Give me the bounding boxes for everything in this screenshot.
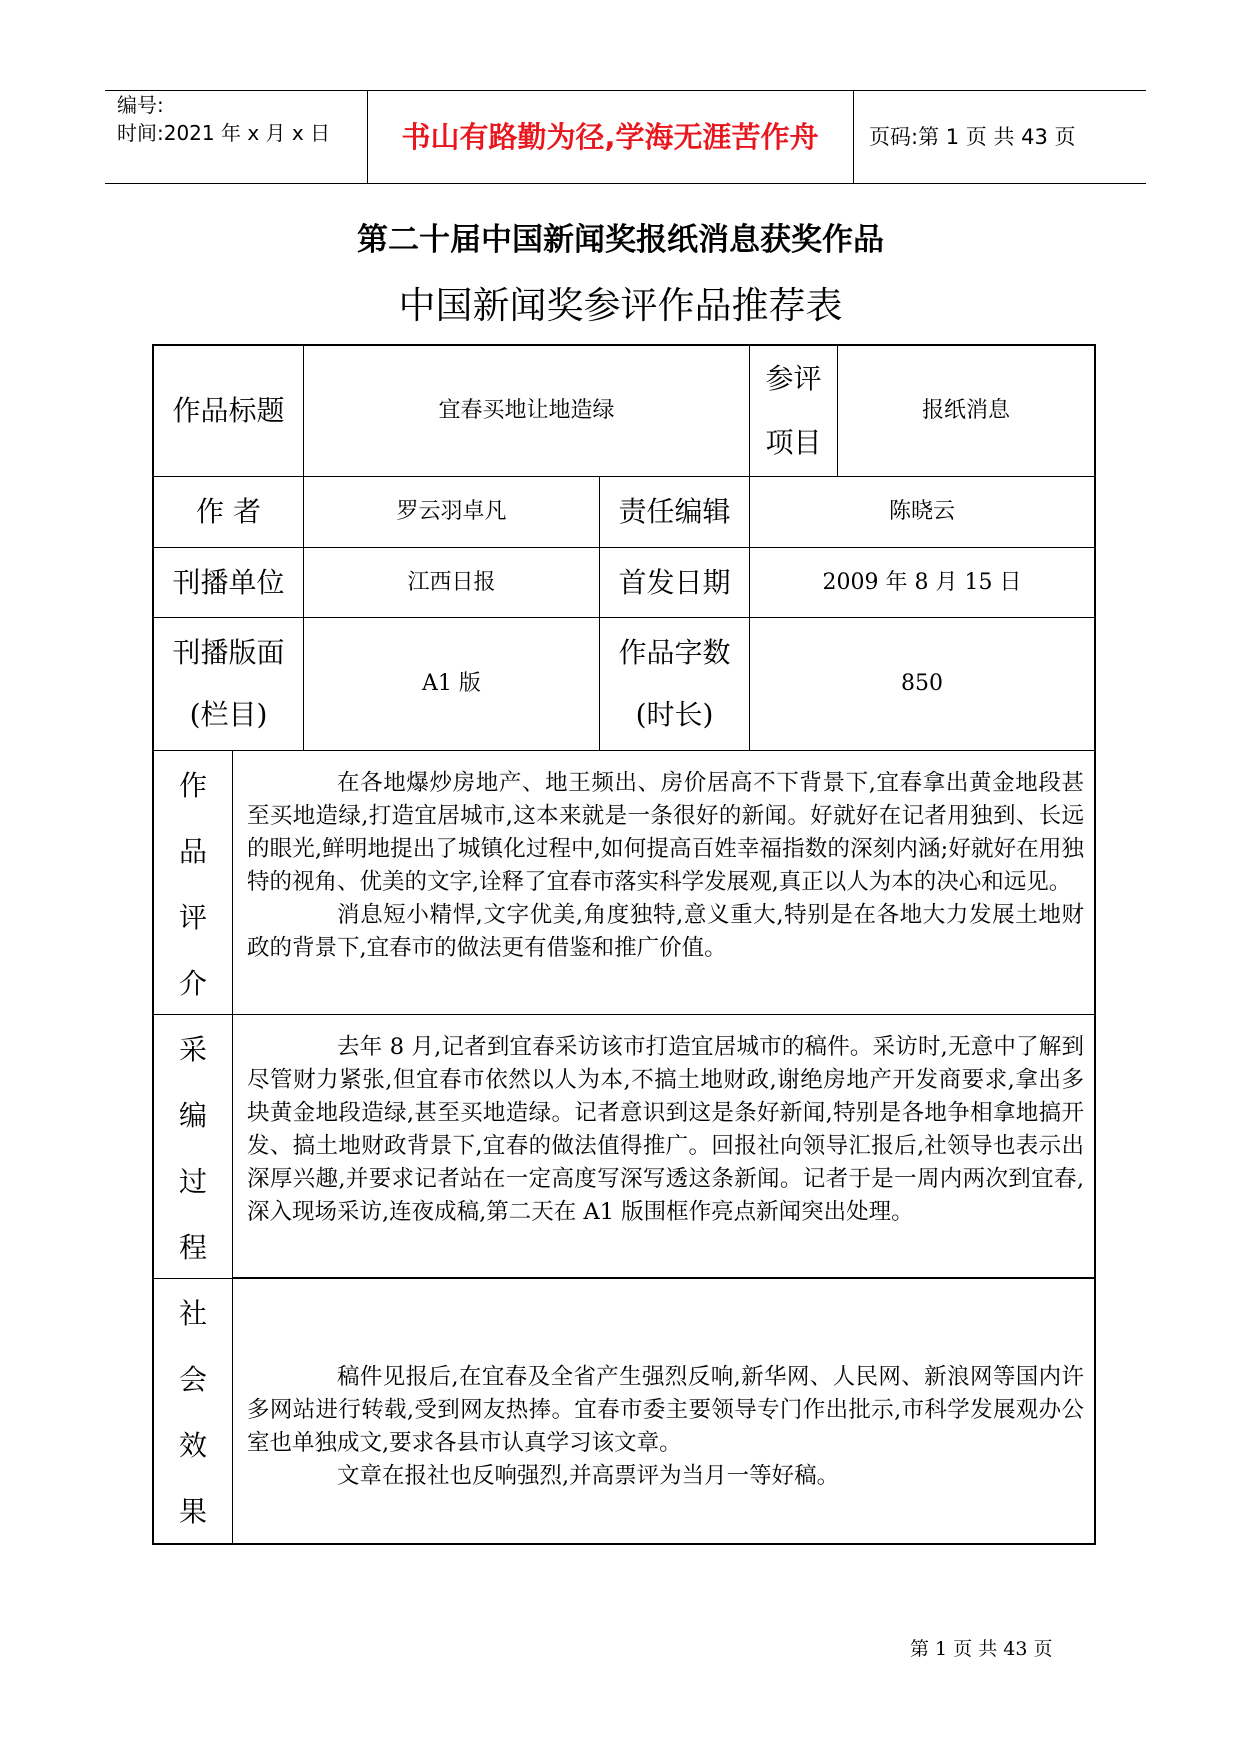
process-content xyxy=(233,1015,1094,1229)
process-content-cell xyxy=(233,1015,1094,1279)
header-meta xyxy=(117,91,330,147)
category-label-line2: 项目 xyxy=(765,426,822,459)
unit-value-cell xyxy=(304,548,600,618)
work-title-label-cell xyxy=(154,346,304,477)
process-label-char: 程 xyxy=(178,1231,207,1264)
date-value: 2009 年 8 月 15 日 xyxy=(822,569,1022,595)
date-label-cell xyxy=(600,548,750,618)
unit-value: 江西日报 xyxy=(407,569,496,595)
review-label-char: 介 xyxy=(178,967,207,1000)
author-value-cell xyxy=(304,477,600,548)
header-motto: 书山有路勤为径,学海无涯苦作舟 xyxy=(401,120,819,154)
effect-label-char: 果 xyxy=(178,1495,207,1528)
document-title: 第二十届中国新闻奖报纸消息获奖作品 xyxy=(357,222,884,258)
date-value-cell xyxy=(750,548,1094,618)
author-label-cell xyxy=(154,477,304,548)
review-paragraph: 在各地爆炒房地产、地王频出、房价居高不下背景下,宜春拿出黄金地段甚至买地造绿,打造宜居城市,这本来就是一条很好的新闻。好就好在记者用独到、长远的眼光,鲜明地提出了城镇化过程中,如何提高百姓幸福指数的深刻内涵;好就好在用独特的视角、优美的文字,诠释了宜春市落实科学发展观,真正以人为本的决心和远见。 xyxy=(247,770,1084,895)
review-paragraph: 消息短小精悍,文字优美,角度独特,意义重大,特别是在各地大力发展土地财政的背景下,宜春市的做法更有借鉴和推广价值。 xyxy=(247,902,1084,961)
editor-value-cell xyxy=(750,477,1094,548)
process-label-cell xyxy=(154,1015,233,1279)
effect-content-cell xyxy=(233,1279,1094,1543)
form-title: 中国新闻奖参评作品推荐表 xyxy=(398,284,843,327)
work-title-value-cell xyxy=(304,346,750,477)
page-label-cell xyxy=(154,618,304,751)
review-label-cell xyxy=(154,751,233,1015)
effect-label-cell xyxy=(154,1279,233,1543)
wordcount-value-cell xyxy=(750,618,1094,751)
category-label-cell xyxy=(750,346,838,477)
review-label-char: 作 xyxy=(178,769,207,802)
wordcount-label-cell xyxy=(600,618,750,751)
date-label: 首发日期 xyxy=(618,565,731,599)
document-time-label: 时间:2021 年 x 月 x 日 xyxy=(117,121,331,145)
category-value: 报纸消息 xyxy=(921,398,1010,423)
author-value: 罗云羽卓凡 xyxy=(396,499,507,524)
unit-label-cell xyxy=(154,548,304,618)
review-content-cell xyxy=(233,751,1094,1015)
review-label-char: 评 xyxy=(178,901,207,934)
page-label-line1: 刊播版面 xyxy=(172,636,285,669)
process-label-char: 过 xyxy=(178,1165,207,1198)
effect-paragraph: 稿件见报后,在宜春及全省产生强烈反响,新华网、人民网、新浪网等国内许多网站进行转载,受到网友热捧。宜春市委主要领导专门作出批示,市科学发展观办公室也单独成文,要求各县市认真学习该文章。 xyxy=(247,1364,1084,1456)
effect-paragraph: 文章在报社也反响强烈,并高票评为当月一等好稿。 xyxy=(337,1463,840,1489)
editor-value: 陈晓云 xyxy=(888,499,955,524)
author-label: 作 者 xyxy=(196,495,261,528)
effect-label-char: 效 xyxy=(178,1429,207,1462)
process-label-char: 采 xyxy=(178,1033,207,1066)
page-header xyxy=(105,90,1146,184)
category-label-line1: 参评 xyxy=(765,362,822,395)
footer-page-number: 第 1 页 共 43 页 xyxy=(910,1638,1053,1660)
effect-label-char: 会 xyxy=(178,1363,207,1396)
process-label-char: 编 xyxy=(178,1099,207,1132)
page-value: A1 版 xyxy=(422,671,481,696)
editor-label-cell xyxy=(600,477,750,548)
page-value-cell xyxy=(304,618,600,751)
unit-label: 刊播单位 xyxy=(172,565,285,599)
wordcount-label-line2: (时长) xyxy=(635,698,714,731)
effect-label-char: 社 xyxy=(178,1297,207,1330)
page-label-line2: (栏目) xyxy=(189,698,268,731)
category-value-cell xyxy=(838,346,1094,477)
work-title-value: 宜春买地让地造绿 xyxy=(438,398,615,423)
header-divider xyxy=(853,91,854,183)
header-page-number: 页码:第 1 页 共 43 页 xyxy=(869,125,1076,149)
process-paragraph: 去年 8 月,记者到宜春采访该市打造宜居城市的稿件。采访时,无意中了解到尽管财力紧张,但宜春市依然以人为本,不搞土地财政,谢绝房地产开发商要求,拿出多块黄金地段造绿,甚至买地造绿。记者意识到这是条好新闻,特别是各地争相拿地搞开发、搞土地财政背景下,宜春的做法值得推广。回报社向领导汇报后,社领导也表示出深厚兴趣,并要求记者站在一定高度写深写透这条新闻。记者于是一周内两次到宜春,深入现场采访,连夜成稿,第二天在 A1 版围框作亮点新闻突出处理。 xyxy=(247,1034,1084,1225)
editor-label: 责任编辑 xyxy=(618,495,731,528)
effect-content xyxy=(233,1279,1094,1493)
wordcount-label-line1: 作品字数 xyxy=(618,636,731,669)
review-content xyxy=(233,751,1094,965)
document-number-label: 编号: xyxy=(117,93,164,117)
wordcount-value: 850 xyxy=(901,671,943,696)
recommendation-form-table xyxy=(152,344,1096,1545)
review-label-char: 品 xyxy=(178,835,207,868)
work-title-label: 作品标题 xyxy=(172,394,285,427)
